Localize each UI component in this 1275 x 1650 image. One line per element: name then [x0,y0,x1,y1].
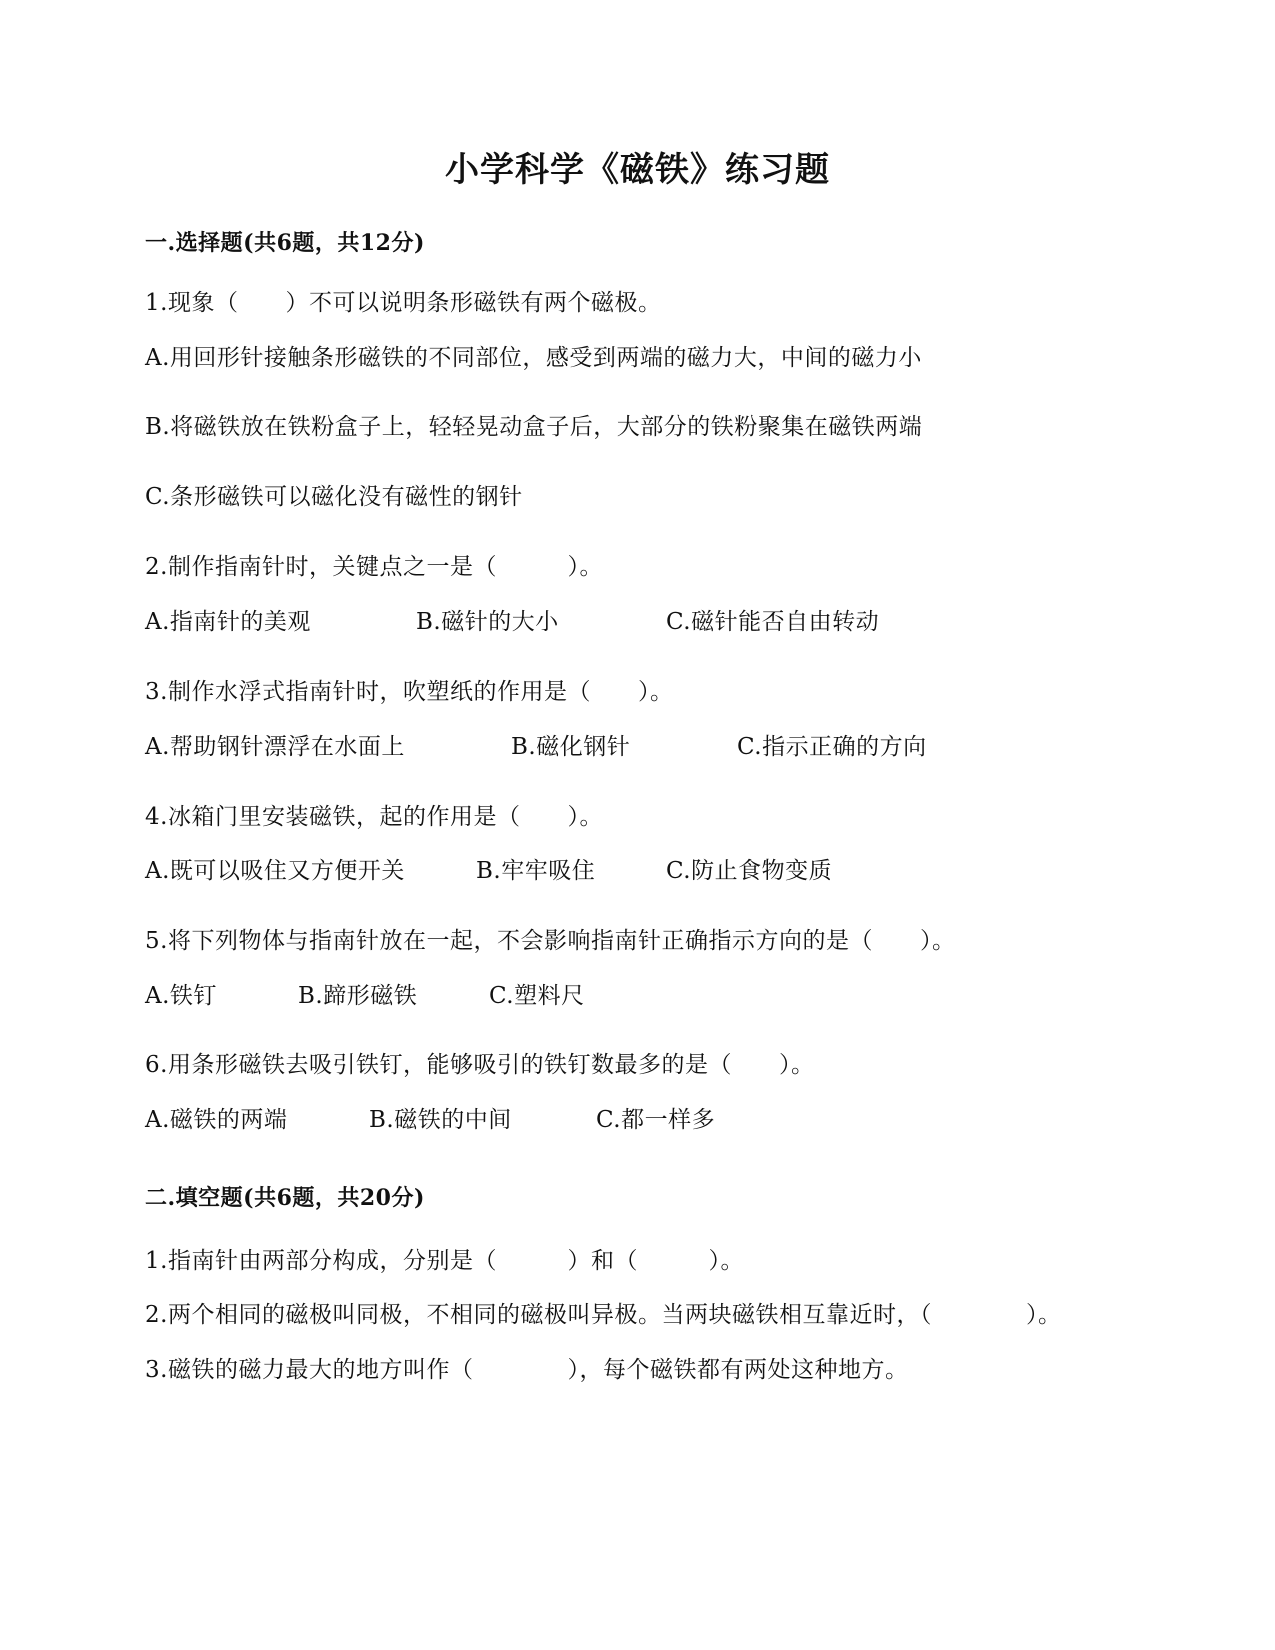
question-option: C.指示正确的方向 [737,734,927,760]
question-option: B.磁针的大小 [416,609,559,635]
question-option: C.都一样多 [596,1107,716,1133]
question-option: A.铁钉 [145,983,217,1009]
question-option: C.条形磁铁可以磁化没有磁性的钢针 [145,484,523,510]
question-option: A.磁铁的两端 [145,1107,288,1133]
question-option: B.牢牢吸住 [476,858,596,884]
question-option: B.蹄形磁铁 [298,983,418,1009]
question-stem: 1.现象（ ）不可以说明条形磁铁有两个磁极。 [145,290,662,316]
question-stem: 5.将下列物体与指南针放在一起，不会影响指南针正确指示方向的是（ ）。 [145,928,956,954]
section-heading-choice: 一.选择题(共6题，共12分) [145,230,425,256]
fill-question: 2.两个相同的磁极叫同极，不相同的磁极叫异极。当两块磁铁相互靠近时，（ ）。 [145,1302,1062,1328]
fill-question: 1.指南针由两部分构成，分别是（ ）和（ ）。 [145,1248,744,1274]
question-option: B.将磁铁放在铁粉盒子上，轻轻晃动盒子后，大部分的铁粉聚集在磁铁两端 [145,414,923,440]
question-option: A.帮助钢针漂浮在水面上 [145,734,405,760]
question-option: C.防止食物变质 [666,858,833,884]
question-option: A.既可以吸住又方便开关 [145,858,405,884]
question-option: A.指南针的美观 [145,609,311,635]
question-stem: 2.制作指南针时，关键点之一是（ ）。 [145,554,603,580]
question-option: A.用回形针接触条形磁铁的不同部位，感受到两端的磁力大，中间的磁力小 [145,345,922,371]
fill-question: 3.磁铁的磁力最大的地方叫作（ ），每个磁铁都有两处这种地方。 [145,1357,909,1383]
question-stem: 6.用条形磁铁去吸引铁钉，能够吸引的铁钉数最多的是（ ）。 [145,1052,815,1078]
section-heading-fill: 二.填空题(共6题，共20分) [145,1185,425,1211]
question-option: B.磁铁的中间 [369,1107,512,1133]
question-stem: 3.制作水浮式指南针时，吹塑纸的作用是（ ）。 [145,679,674,705]
question-option: C.磁针能否自由转动 [666,609,880,635]
page-title: 小学科学《磁铁》练习题 [445,150,830,190]
question-stem: 4.冰箱门里安装磁铁，起的作用是（ ）。 [145,804,603,830]
question-option: B.磁化钢针 [511,734,631,760]
question-option: C.塑料尺 [489,983,585,1009]
